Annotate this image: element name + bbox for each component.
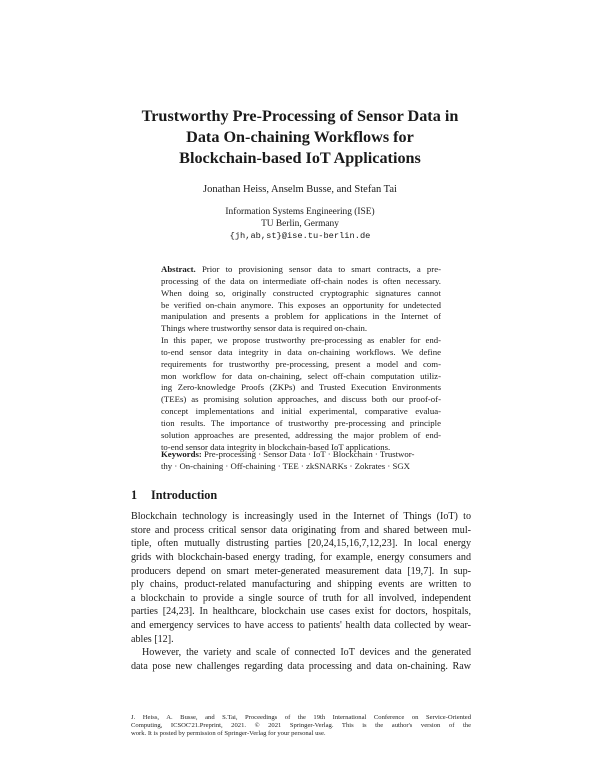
abstract-line: to-end sensor data integrity in data on-chaining workflows. We define (161, 346, 441, 357)
keywords-line (161, 449, 441, 461)
abstract-line: tion results. The importance of trustworthy pre-processing and principle (161, 417, 441, 428)
copyright-footnote (131, 714, 471, 738)
abstract-line: be verified on-chain anymore. This exposes an opportunity for undetected (161, 299, 441, 310)
abstract-line: requirements for trustworthy pre-processing, present a model and com- (161, 358, 441, 369)
body-line: parties [24,23]. In healthcare, blockchain use cases exist for doctors, hospitals, (131, 606, 471, 618)
abstract-line: to-end sensor data integrity in blockchain-based IoT applications. (161, 441, 391, 452)
body-line: and emergency services to have access to patients' health data collected by wear- (131, 620, 471, 632)
affiliation-institute: Information Systems Engineering (ISE) (225, 207, 375, 217)
body-line: Blockchain technology is increasingly used in the Internet of Things (IoT) to (131, 511, 471, 522)
body-line: grids with blockchain-based energy trading, for example, energy consumers and (131, 551, 471, 563)
section-heading (131, 488, 217, 503)
footnote-line: J. Heiss, A. Busse, and S.Tai, Proceedings of the 19th International Conference on Service-Oriented (131, 714, 471, 721)
abstract-text: Prior to provisioning sensor data to smart contracts, a pre- (201, 264, 441, 274)
body-text (131, 510, 471, 674)
abstract-line: concept implementations and initial experimental, comparative evalua- (161, 406, 441, 417)
abstract-line: mon workflow for data on-chaining, select off-chain computation utiliz- (161, 370, 441, 381)
body-line: producers depend on smart meter-generated measurement data [19,7]. In sup- (131, 565, 471, 577)
abstract-line: manipulation and presents a problem for applications in the Internet of (161, 311, 441, 322)
title-line: Data On-chaining Workflows for (186, 128, 414, 146)
title-line: Blockchain-based IoT Applications (179, 149, 421, 167)
keywords-label: Keywords: (161, 449, 202, 459)
keywords (161, 449, 441, 473)
section-title: Introduction (151, 488, 218, 502)
abstract-label: Abstract. (161, 264, 196, 274)
title-line: Trustworthy Pre-Processing of Sensor Data in (141, 107, 459, 125)
body-line: store and process critical sensor data originating from and shared between mul- (131, 524, 471, 536)
abstract-line: When doing so, originally constructed cryptographic signatures cannot (161, 287, 441, 298)
body-line: ables [12]. (131, 633, 174, 645)
body-line: However, the variety and scale of connected IoT devices and the generated (142, 647, 471, 659)
keywords-text: Pre-processing · Sensor Data · IoT · Blockchain · Trustwor- (204, 449, 415, 459)
abstract-line: Things where trustworthy sensor data is required on-chain. (161, 323, 368, 334)
affiliation (100, 206, 500, 242)
keywords-line: thy · On-chaining · Off-chaining · TEE · zkSNARKs · Zokrates · SGX (161, 460, 410, 471)
abstract-line: processing of the data on intermediate off-chain nodes is often necessary. (161, 275, 441, 286)
abstract-line: In this paper, we propose trustworthy pre-processing as enabler for end- (161, 335, 441, 346)
footnote-line: work. It is posted by permission of Springer-Verlag for your personal use. (131, 730, 326, 738)
body-line: tiple, often mutually distrusting parties [20,24,15,16,7,12,23]. In local energy (131, 538, 471, 550)
footnote-line: Computing, ICSOC'21.Preprint, 2021. © 2021 Springer-Verlag. This is the author's version of the (131, 722, 471, 730)
body-line: a blockchain to provide a single source of truth for all involved, independent (131, 592, 471, 604)
abstract-line: ing Zero-knowledge Proofs (ZKPs) and Trusted Execution Environments (161, 382, 441, 393)
body-line: data pose new challenges regarding data processing and data on-chaining. Raw (131, 661, 471, 673)
paper-title (100, 106, 500, 169)
body-line: ply chains, product-related manufacturing and shipping events are written to (131, 579, 471, 591)
abstract (161, 264, 441, 454)
author-email: {jh,ab,st}@ise.tu-berlin.de (229, 231, 371, 241)
affiliation-university: TU Berlin, Germany (261, 219, 339, 229)
abstract-line: (TEEs) as promising solution approaches, and discuss both our proof-of- (161, 394, 441, 405)
author-list: Jonathan Heiss, Anselm Busse, and Stefan Tai (203, 184, 397, 195)
abstract-line: solution approaches are presented, addressing the major problem of end- (161, 429, 441, 440)
section-number: 1 (131, 488, 138, 502)
abstract-line (161, 264, 441, 276)
